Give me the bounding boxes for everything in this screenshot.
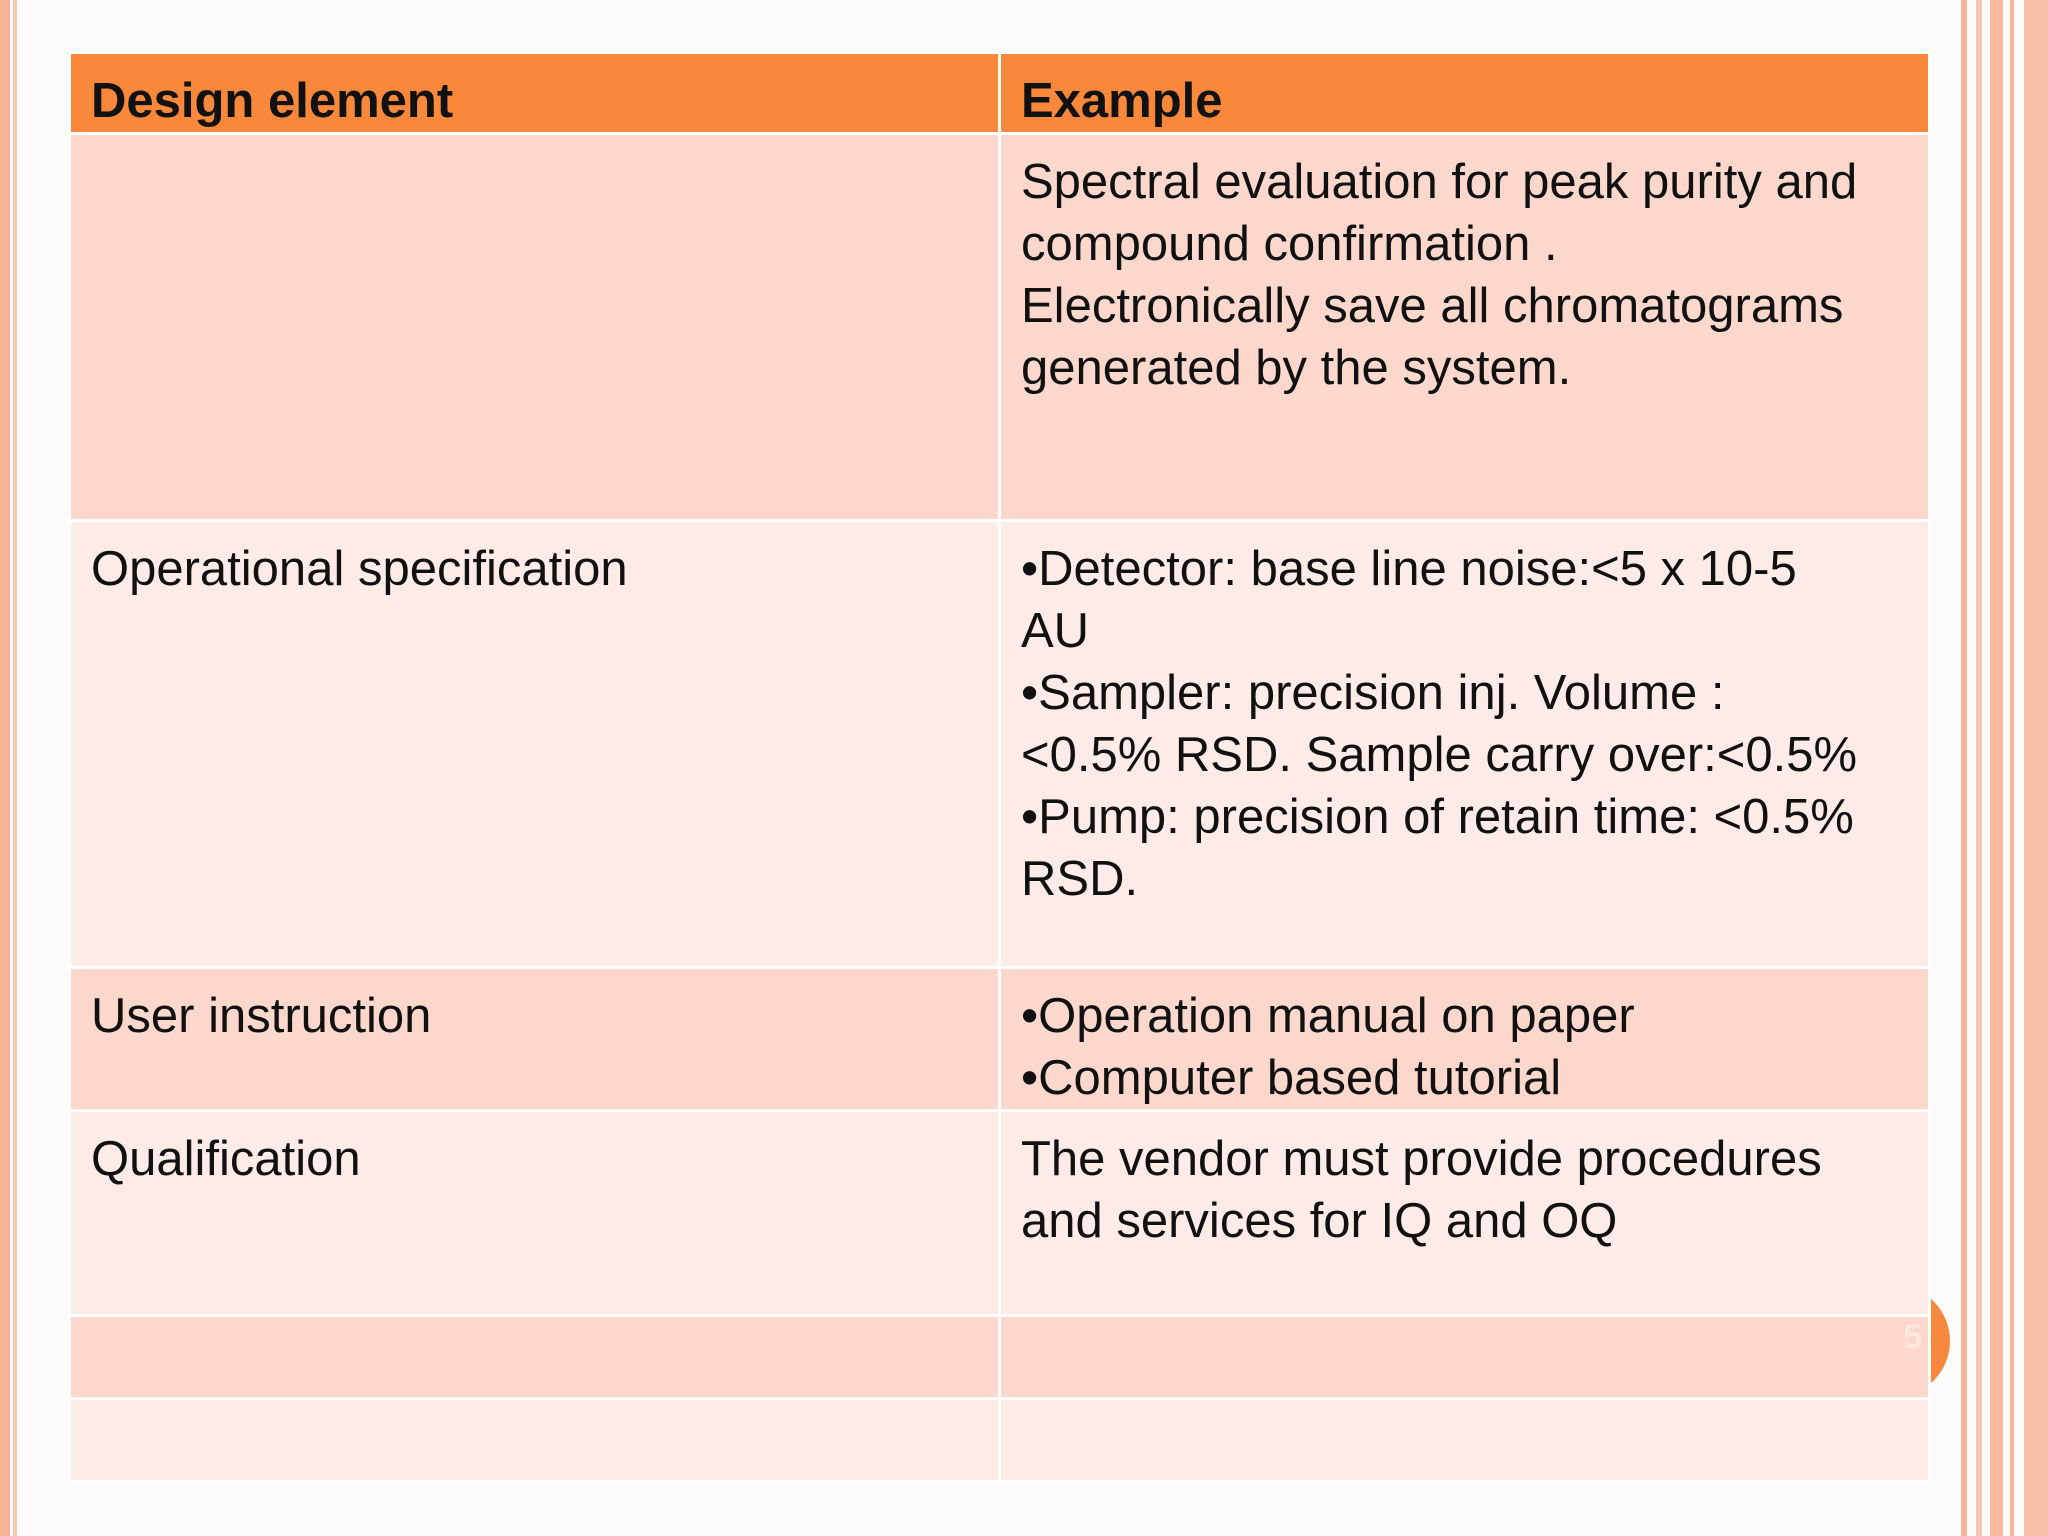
example-line: Spectral evaluation for peak purity and (1021, 155, 1858, 209)
right-border-stripe (1976, 0, 1982, 1536)
element-label (71, 135, 998, 151)
example-text (1001, 1112, 1928, 1252)
element-label (71, 1400, 998, 1416)
example-cell (1000, 1399, 1930, 1482)
example-line: •Operation manual on paper (1021, 989, 1635, 1043)
header-label: Example (1021, 74, 1223, 128)
example-text (1001, 969, 1928, 1109)
example-line: Electronically save all chromatograms (1021, 279, 1844, 333)
example-cell (1000, 1111, 1930, 1316)
element-label: Qualification (91, 1132, 361, 1186)
example-cell (1000, 521, 1930, 968)
table-row (70, 1111, 1930, 1316)
example-text (1001, 135, 1928, 399)
table-row (70, 968, 1930, 1111)
element-cell (70, 134, 1000, 521)
left-border-stripe-thin (13, 0, 17, 1536)
element-cell (70, 1399, 1000, 1482)
example-line: •Sampler: precision inj. Volume : (1021, 666, 1725, 720)
example-text (1001, 522, 1928, 910)
header-cell-example (1000, 53, 1930, 134)
element-cell (70, 968, 1000, 1111)
left-border-stripe (0, 0, 10, 1536)
right-border-stripe (1961, 0, 1967, 1536)
table-row (70, 1399, 1930, 1482)
element-cell (70, 1111, 1000, 1316)
right-border-stripe (2024, 0, 2048, 1536)
example-line: compound confirmation . (1021, 217, 1558, 271)
example-line: <0.5% RSD. Sample carry over:<0.5% (1021, 728, 1858, 782)
element-label: Operational specification (91, 542, 628, 596)
requirements-table (68, 51, 1931, 1483)
header-label: Design element (91, 74, 454, 128)
example-cell (1000, 134, 1930, 521)
element-cell (70, 1316, 1000, 1399)
element-label: User instruction (91, 989, 432, 1043)
example-line: •Computer based tutorial (1021, 1051, 1562, 1105)
example-line: generated by the system. (1021, 341, 1572, 395)
example-line: The vendor must provide procedures (1021, 1132, 1822, 1186)
example-line: •Detector: base line noise:<5 x 10-5 (1021, 542, 1797, 596)
example-cell (1000, 1316, 1930, 1399)
page-number: 5 (1903, 1318, 1922, 1356)
element-label (71, 1317, 998, 1333)
example-line: RSD. (1021, 852, 1139, 906)
example-line: •Pump: precision of retain time: <0.5% (1021, 790, 1854, 844)
element-cell (70, 521, 1000, 968)
header-cell-design-element (70, 53, 1000, 134)
right-border-stripe (2010, 0, 2014, 1536)
example-line: AU (1021, 604, 1090, 658)
right-border-stripe (1990, 0, 2003, 1536)
example-cell (1000, 968, 1930, 1111)
table-row (70, 521, 1930, 968)
table-header-row (70, 53, 1930, 134)
example-line: and services for IQ and OQ (1021, 1194, 1618, 1248)
table-row (70, 134, 1930, 521)
table-row (70, 1316, 1930, 1399)
